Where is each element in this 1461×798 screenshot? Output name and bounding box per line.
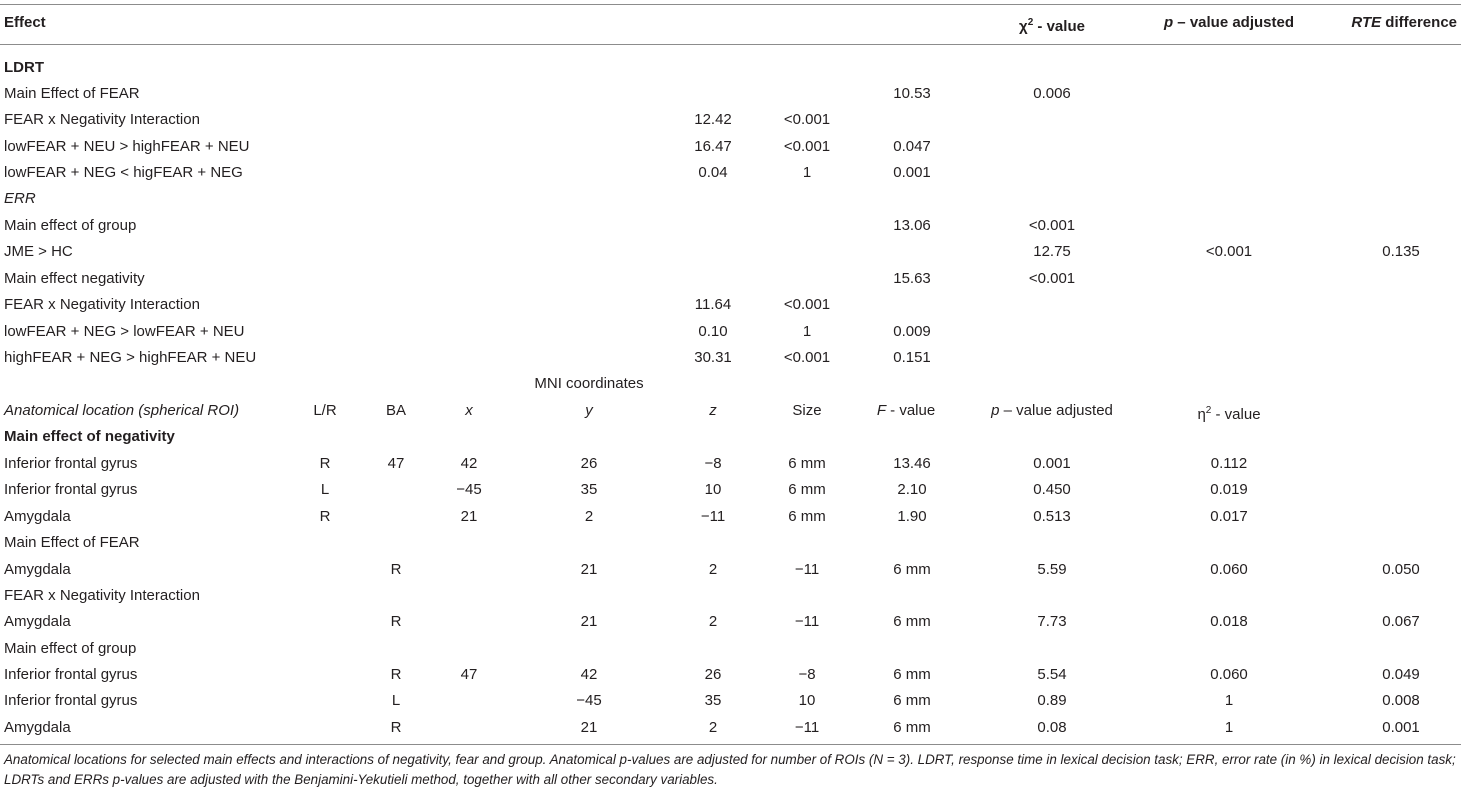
group-value-lr: R (390, 613, 402, 630)
f-label: - value (885, 402, 936, 419)
subheader-ba: BA (385, 402, 407, 419)
behav-value-c4: 12.75 (1033, 243, 1071, 260)
subheader-f-value (877, 402, 935, 420)
group-value-p: 1 (1224, 692, 1234, 709)
chi2-symbol: χ (1019, 18, 1028, 35)
group-value-ba: 47 (460, 666, 478, 683)
group-value-z: −8 (798, 666, 816, 683)
neg-value-y: 35 (580, 481, 598, 498)
neg-value-eta: 0.112 (1210, 455, 1248, 472)
header-rte-difference (1351, 14, 1457, 32)
group-value-diff: 0.049 (1382, 666, 1420, 683)
anatomical-location: Inferior frontal gyrus (4, 481, 138, 498)
group-value-f: 7.73 (1037, 613, 1067, 630)
group-value-p: 1 (1224, 719, 1234, 736)
rte-label: difference (1381, 14, 1457, 31)
behav-value-c2: <0.001 (783, 138, 831, 155)
group-value-diff: 0.050 (1382, 561, 1420, 578)
p-adjusted-label: – value adjusted (1173, 14, 1295, 31)
neg-value-f: 1.90 (897, 508, 927, 525)
subheader-z: z (709, 402, 717, 419)
group-value-lr: R (390, 666, 402, 683)
subheader-y: y (585, 402, 593, 419)
anatomical-location: Amygdala (4, 613, 71, 630)
group-value-x: 21 (580, 613, 598, 630)
eta-label: - value (1211, 406, 1261, 423)
behav-value-c1: 16.47 (694, 138, 732, 155)
anatomical-location: Inferior frontal gyrus (4, 692, 138, 709)
section-main-effect-negativity: Main effect of negativity (4, 428, 175, 445)
group-value-size: 6 mm (893, 719, 931, 736)
group-value-y: 26 (704, 666, 722, 683)
behav-value-c3: 0.047 (893, 138, 931, 155)
behav-value-c2: <0.001 (783, 349, 831, 366)
group-value-f: 0.89 (1037, 692, 1067, 709)
behav-value-c1: 0.04 (698, 164, 728, 181)
group-value-f: 0.08 (1037, 719, 1067, 736)
group-value-size: 6 mm (893, 613, 931, 630)
neg-value-y: 26 (580, 455, 598, 472)
behav-value-c1: 30.31 (694, 349, 732, 366)
behav-value-c2: <0.001 (783, 111, 831, 128)
group-heading: FEAR x Negativity Interaction (4, 587, 200, 604)
group-value-size: 6 mm (893, 561, 931, 578)
neg-value-z: 10 (704, 481, 722, 498)
section-ldrt: LDRT (4, 59, 44, 76)
table-top-rule (0, 4, 1461, 5)
header-chi2 (1019, 14, 1085, 36)
neg-value-x: 21 (460, 508, 478, 525)
behav-row-label: lowFEAR + NEG > lowFEAR + NEU (4, 323, 245, 340)
group-value-diff: 0.001 (1382, 719, 1420, 736)
neg-value-size: 6 mm (788, 508, 826, 525)
behav-value-c1: 0.10 (698, 323, 728, 340)
behav-value-c3: 0.151 (893, 349, 931, 366)
behav-row-label: lowFEAR + NEU > highFEAR + NEU (4, 138, 250, 155)
table-footnote: Anatomical locations for selected main effects and interactions of negativity, fear and group. Anatomical p-values are adjusted for number of ROIs (N = 3). LDRT, response time in lexical decision task; ERR, error rate (in %) in lexical decision task; LDRTs and ERRs p-values are adjusted with the Benjamini-Yekutieli method, together with all other secondary variables. (4, 752, 1456, 787)
header-p-adjusted (1164, 14, 1294, 32)
group-value-size: 6 mm (893, 692, 931, 709)
behav-row-label: lowFEAR + NEG < higFEAR + NEG (4, 164, 243, 181)
neg-value-z: −8 (704, 455, 722, 472)
subheader-eta2 (1197, 402, 1260, 424)
behav-value-c5: <0.001 (1205, 243, 1253, 260)
group-value-p: 0.018 (1210, 613, 1248, 630)
neg-value-p: 0.450 (1033, 481, 1071, 498)
group-value-diff: 0.008 (1382, 692, 1420, 709)
behav-row-label: FEAR x Negativity Interaction (4, 296, 200, 313)
group-value-f: 5.59 (1037, 561, 1067, 578)
neg-value-y: 2 (584, 508, 594, 525)
header-rule (0, 44, 1461, 45)
behav-value-c4: <0.001 (1028, 217, 1076, 234)
subheader-location: Anatomical location (spherical ROI) (4, 402, 240, 419)
behav-row-label: Main effect negativity (4, 270, 145, 287)
behav-row-label: FEAR x Negativity Interaction (4, 111, 200, 128)
neg-value-lr: R (319, 455, 331, 472)
group-value-z: −11 (794, 613, 820, 630)
behav-row-label: Main Effect of FEAR (4, 85, 140, 102)
group-value-lr: R (390, 719, 402, 736)
behav-value-c2: <0.001 (783, 296, 831, 313)
behav-value-c4: 0.006 (1033, 85, 1071, 102)
behav-value-c3: 13.06 (893, 217, 931, 234)
anatomical-location: Inferior frontal gyrus (4, 666, 138, 683)
p-adjusted-label: – value adjusted (999, 402, 1113, 419)
neg-value-eta: 0.019 (1210, 481, 1248, 498)
behav-value-c1: 12.42 (694, 111, 732, 128)
group-value-f: 5.54 (1037, 666, 1067, 683)
neg-value-size: 6 mm (788, 481, 826, 498)
f-symbol: F (876, 402, 886, 419)
behav-row-label: highFEAR + NEG > highFEAR + NEU (4, 349, 257, 366)
group-value-diff: 0.067 (1382, 613, 1420, 630)
rte-symbol: RTE (1351, 14, 1382, 31)
neg-value-lr: L (320, 481, 330, 498)
group-value-z: 10 (798, 692, 816, 709)
anatomical-location: Amygdala (4, 719, 71, 736)
subheader-x: x (465, 402, 473, 419)
group-value-lr: R (390, 561, 402, 578)
behav-value-c6: 0.135 (1382, 243, 1420, 260)
subheader-p-adjusted (991, 402, 1113, 420)
group-value-p: 0.060 (1210, 561, 1248, 578)
group-value-y: 2 (708, 561, 718, 578)
group-heading: Main Effect of FEAR (4, 534, 140, 551)
behav-value-c2: 1 (802, 323, 812, 340)
neg-value-p: 0.001 (1033, 455, 1071, 472)
group-heading: Main effect of group (4, 640, 137, 657)
anatomical-location: Inferior frontal gyrus (4, 455, 138, 472)
neg-value-eta: 0.017 (1210, 508, 1248, 525)
chi2-label: - value (1033, 18, 1085, 35)
neg-value-f: 13.46 (893, 455, 931, 472)
group-value-y: 2 (708, 613, 718, 630)
group-value-x: 21 (580, 561, 598, 578)
subheader-size: Size (792, 402, 822, 419)
eta-symbol: η (1197, 406, 1206, 423)
p-symbol: p (1163, 14, 1174, 31)
behav-value-c1: 11.64 (694, 296, 732, 313)
neg-value-x: −45 (456, 481, 482, 498)
neg-value-x: 42 (460, 455, 478, 472)
group-value-size: 6 mm (893, 666, 931, 683)
section-err: ERR (4, 190, 36, 207)
neg-value-lr: R (319, 508, 331, 525)
behav-row-label: Main effect of group (4, 217, 137, 234)
anatomical-location: Amygdala (4, 561, 71, 578)
group-value-z: −11 (794, 561, 820, 578)
p-symbol: p (991, 402, 1000, 419)
header-effect: Effect (4, 14, 46, 31)
neg-value-z: −11 (700, 508, 726, 525)
chi2-superscript: 2 (1027, 17, 1034, 28)
subheader-lr: L/R (313, 402, 337, 419)
behav-value-c2: 1 (802, 164, 812, 181)
behav-row-label: JME > HC (4, 243, 73, 260)
group-value-p: 0.060 (1210, 666, 1248, 683)
mni-coordinates-label: MNI coordinates (534, 375, 644, 392)
table-bottom-rule (0, 744, 1461, 745)
behav-value-c4: <0.001 (1028, 270, 1076, 287)
group-value-y: 2 (708, 719, 718, 736)
behav-value-c3: 0.009 (893, 323, 931, 340)
group-value-x: 42 (580, 666, 598, 683)
behav-value-c3: 15.63 (893, 270, 931, 287)
neg-value-p: 0.513 (1033, 508, 1071, 525)
behav-value-c3: 0.001 (893, 164, 931, 181)
group-value-x: −45 (576, 692, 602, 709)
neg-value-size: 6 mm (788, 455, 826, 472)
group-value-y: 35 (704, 692, 722, 709)
group-value-lr: L (391, 692, 401, 709)
group-value-z: −11 (794, 719, 820, 736)
group-value-x: 21 (580, 719, 598, 736)
behav-value-c3: 10.53 (893, 85, 931, 102)
neg-value-f: 2.10 (897, 481, 927, 498)
eta-superscript: 2 (1205, 405, 1212, 416)
neg-value-ba: 47 (387, 455, 405, 472)
anatomical-location: Amygdala (4, 508, 71, 525)
